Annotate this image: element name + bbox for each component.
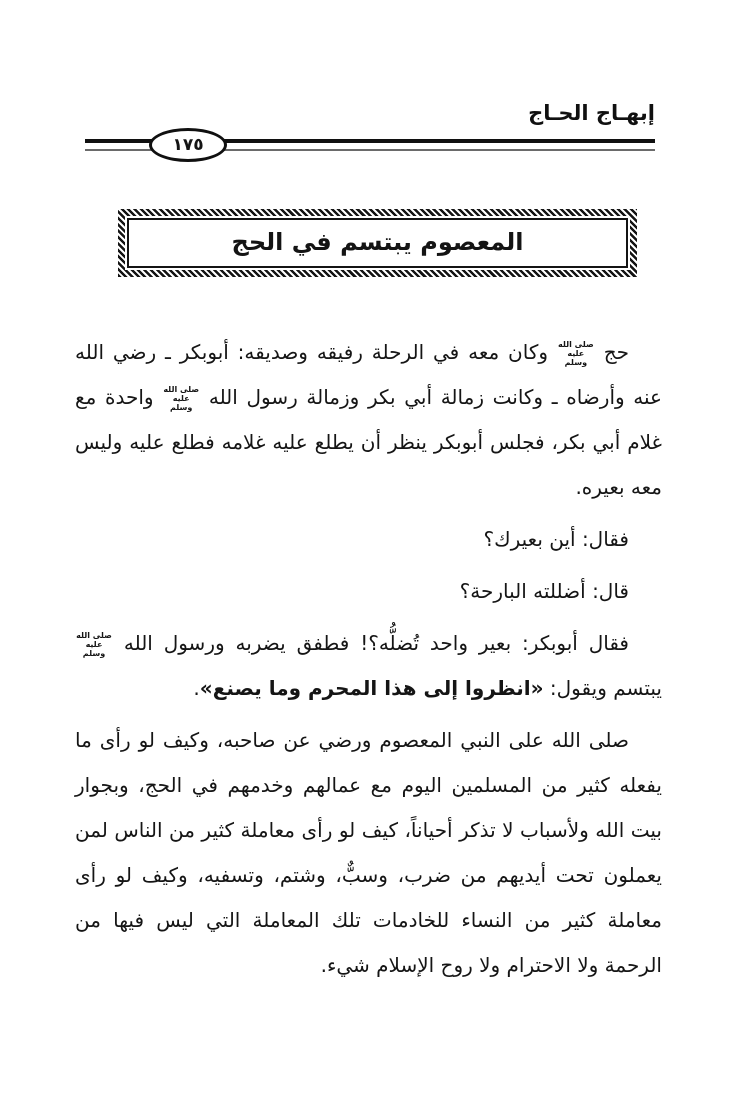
paragraph xyxy=(75,621,662,711)
body-run: يبتسم ويقول: xyxy=(543,676,662,700)
section-title-frame xyxy=(118,209,637,277)
body-run: فقال: أين بعيرك؟ xyxy=(483,527,629,551)
body-run: صلى الله على النبي المعصوم ورضي عن صاحبه، وكيف لو رأى ما يفعله كثير من المسلمين اليوم مع عمالهم وخدمهم في الحج، وبجوار بيت الله ولأسباب لا تذكر أحياناً، كيف لو رأى معاملة كثير من الناس لمن يعملون تحت أيديهم من ضرب، وسبٌّ، وشتم، وتسفيه، وكيف لو رأى معاملة كثير من النساء للخادمات تلك المعاملة التي ليس فيها من الرحمة ولا الاحترام ولا روح الإسلام شيء. xyxy=(75,728,662,977)
honorific-saw-seal: صلى الله عليه وسلم xyxy=(76,630,112,659)
paragraph xyxy=(75,718,662,988)
body-run: . xyxy=(193,676,200,700)
quoted-hadith-text: «انظروا إلى هذا المحرم وما يصنع» xyxy=(199,676,544,700)
paragraph xyxy=(75,330,662,510)
paragraph xyxy=(75,517,662,562)
paragraph xyxy=(75,569,662,614)
body-run: فقال أبوبكر: بعير واحد تُضلُّه؟! فطفق يضربه ورسول الله xyxy=(113,631,629,655)
body-run: وكان معه في الرحلة رفيقه وصديقه: أبوبكر ـ رضي الله عنه وأرضاه ـ وكانت زمالة أبي بكر وزمالة رسول الله xyxy=(75,340,662,409)
body-text xyxy=(75,330,662,995)
header-rule xyxy=(85,135,655,165)
section-title: المعصوم يبتسم في الحج xyxy=(231,228,524,256)
section-title-box xyxy=(127,218,628,268)
running-head-book-title: إبهـاج الحـاج xyxy=(528,101,655,125)
honorific-saw-seal: صلى الله عليه وسلم xyxy=(163,384,200,413)
page-number-badge xyxy=(149,128,227,162)
page-number: ١٧٥ xyxy=(172,135,204,155)
body-run: حج xyxy=(594,340,629,364)
body-run: واحدة مع غلام أبي بكر، فجلس أبوبكر ينظر أن يطلع عليه غلامه فطلع عليه وليس معه بعيره. xyxy=(75,385,662,499)
body-run: قال: أضللته البارحة؟ xyxy=(459,579,629,603)
honorific-saw-seal: صلى الله عليه وسلم xyxy=(557,339,594,368)
